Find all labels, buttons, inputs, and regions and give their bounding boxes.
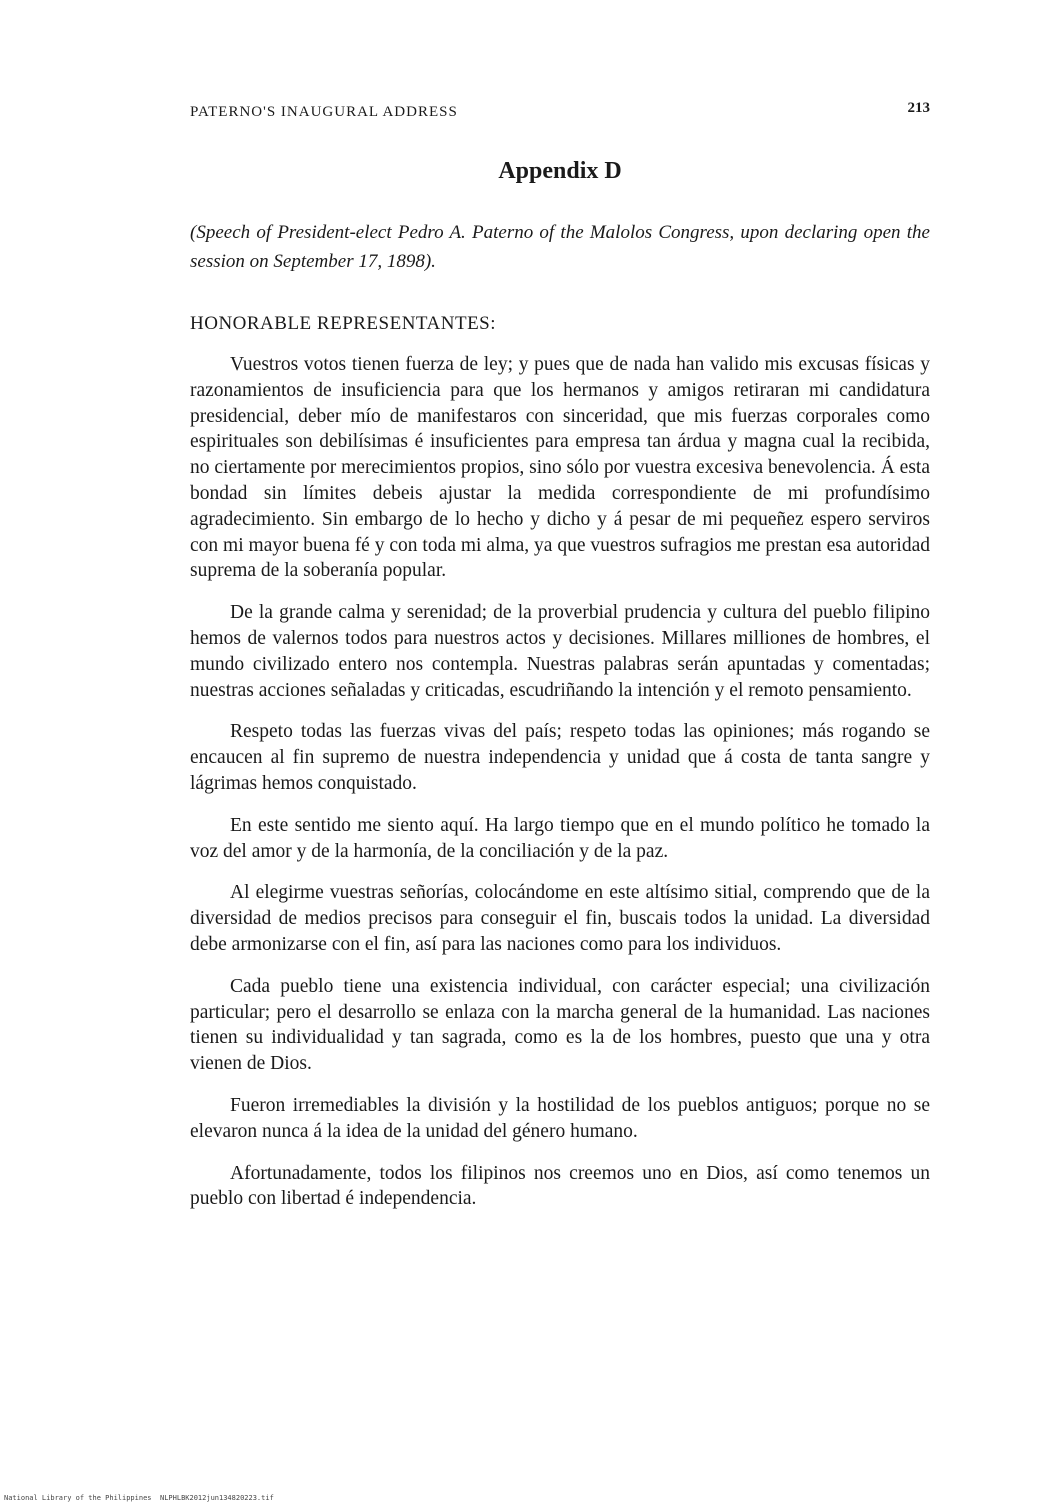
paragraph-3: Respeto todas las fuerzas vivas del país; respeto todas las opiniones; más rogando se encaucen al fin supremo de nuestra independencia y unidad que á costa de tanta sangre y lágrimas hemos conquistado. [190, 721, 930, 794]
speech-subtitle: (Speech of President-elect Pedro A. Paterno of the Malolos Congress, upon declaring open the session on September 17, 1898). [190, 222, 930, 272]
paragraph-1: Vuestros votos tienen fuerza de ley; y pues que de nada han valido mis excusas físicas y razonamientos de insuficiencia para que los hermanos y amigos retiraran mi candidatura presidencial, deber mío de manifestaros con sinceridad, que mis fuerzas corporales como espirituales son debilísimas é insuficientes para empresa tan árdua y magna cual la recibida, no ciertamente por merecimientos propios, sino sólo por vuestra excesiva benevolencia. Á esta bondad sin límites debeis ajustar la medida correspondiente de mi profundísimo agradecimiento. Sin embargo de lo hecho y dicho y á pesar de mi pequeñez espero serviros con mi mayor buena fé y con toda mi alma, ya que vuestros sufragios me prestan esa autoridad suprema de la soberanía popular. [190, 354, 930, 582]
body-text [190, 352, 930, 1228]
paragraph-2: De la grande calma y serenidad; de la proverbial prudencia y cultura del pueblo filipino hemos de valernos todos para nuestros actos y decisiones. Millares milliones de hombres, el mundo civilizado entero nos contempla. Nuestras palabras serán apuntadas y comentadas; nuestras acciones señaladas y criticadas, escudriñando la intención y el remoto pensamiento. [190, 602, 930, 701]
running-head [190, 100, 930, 124]
footer-identifier: NLPHLBK2012jun134820223.tif [160, 1494, 274, 1502]
appendix-title: Appendix D [498, 158, 622, 184]
page-number: 213 [907, 100, 930, 116]
paragraph-5: Al elegirme vuestras señorías, colocándome en este altísimo sitial, comprendo que de la diversidad de medios precisos para conseguir el fin, buscais todos la unidad. La diversidad debe armonizarse con el fin, así para las naciones como para los individuos. [190, 882, 930, 955]
paragraph-8: Afortunadamente, todos los filipinos nos creemos uno en Dios, así como tenemos un pueblo con libertad é independencia. [190, 1162, 930, 1210]
paragraph-7: Fueron irremediables la división y la hostilidad de los pueblos antiguos; porque no se elevaron nunca á la idea de la unidad del género humano. [190, 1094, 930, 1142]
paragraph-6: Cada pueblo tiene una existencia individual, con carácter especial; una civilización particular; pero el desarrollo se enlaza con la marcha general de la humanidad. Las naciones tienen su individualidad y tan sagrada, como es la de los hombres, puesto que una y otra vienen de Dios. [190, 975, 930, 1075]
footer-library: National Library of the Philippines [4, 1494, 152, 1502]
running-title: PATERNO'S INAUGURAL ADDRESS [190, 104, 458, 120]
paragraph-4: En este sentido me siento aquí. Ha largo tiempo que en el mundo político he tomado la voz del amor y de la harmonía, de la conciliación y de la paz. [190, 814, 930, 862]
salutation: HONORABLE REPRESENTANTES: [190, 313, 497, 334]
